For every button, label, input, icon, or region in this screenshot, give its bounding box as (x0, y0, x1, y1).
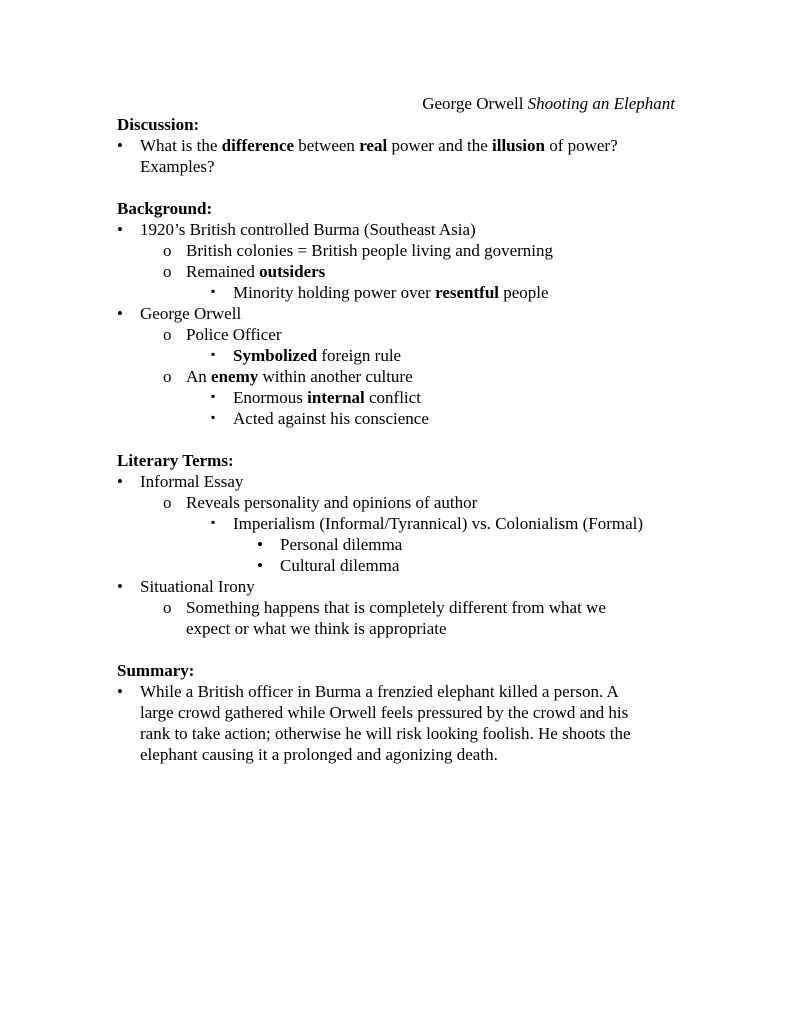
question-bold-illusion: illusion (492, 136, 545, 155)
square-marker: ▪ (211, 515, 216, 529)
literary-item-situational-irony (117, 576, 677, 597)
summary-paragraph (117, 681, 677, 765)
bullet-marker: • (117, 304, 123, 323)
subitem-text: Police Officer (186, 325, 282, 344)
square-marker: ▪ (211, 347, 216, 361)
circle-marker: o (163, 367, 172, 386)
background-subitem-colonies (163, 240, 677, 261)
subsubitem-text-end: conflict (364, 388, 421, 407)
background-subitem-police (163, 324, 677, 345)
background-item-orwell (117, 303, 677, 324)
background-subsubitem-minority (211, 282, 677, 303)
question-text-3: power and the (387, 136, 493, 155)
subsubitem-bold: resentful (435, 283, 499, 302)
level4-text: Personal dilemma (280, 535, 403, 554)
bullet-marker: • (117, 577, 123, 596)
square-marker: ▪ (211, 410, 216, 424)
subitem-text: Reveals personality and opinions of author (186, 493, 478, 512)
spacer (117, 639, 677, 660)
spacer (117, 429, 677, 450)
literary-heading: Literary Terms: (117, 451, 234, 470)
background-item-text: George Orwell (140, 304, 242, 323)
subsubitem-bold: Symbolized (233, 346, 318, 365)
question-bold-real: real (359, 136, 388, 155)
bullet-marker: • (257, 556, 263, 575)
question-text-1: What is the (140, 136, 222, 155)
summary-line-3: rank to take action; otherwise he will risk looking foolish. He shoots the (140, 724, 631, 743)
circle-marker: o (163, 325, 172, 344)
document-content (117, 114, 677, 765)
subitem-text: An (186, 367, 212, 386)
summary-line-2: large crowd gathered while Orwell feels pressured by the crowd and his (140, 703, 629, 722)
literary-item-informal-essay (117, 471, 677, 492)
background-heading: Background: (117, 199, 213, 218)
level4-text: Cultural dilemma (280, 556, 400, 575)
summary-line-4: elephant causing it a prolonged and agonizing death. (140, 745, 498, 764)
literary-level4-personal (257, 534, 677, 555)
literary-subitem-something-happens (163, 597, 677, 639)
question-text-2: between (294, 136, 360, 155)
discussion-heading: Discussion: (117, 115, 200, 134)
subsubitem-text: foreign rule (317, 346, 402, 365)
background-subsubitem-symbolized (211, 345, 677, 366)
background-subsubitem-conscience (211, 408, 677, 429)
square-marker: ▪ (211, 389, 216, 403)
subsubitem-text: Acted against his conscience (233, 409, 429, 428)
bullet-marker: • (117, 136, 123, 155)
subsubitem-text: Imperialism (Informal/Tyrannical) vs. Colonialism (Formal) (233, 514, 644, 533)
background-subsubitem-internal (211, 387, 677, 408)
literary-subsubitem-imperialism (211, 513, 677, 534)
bullet-marker: • (257, 535, 263, 554)
spacer (117, 177, 677, 198)
background-item-burma (117, 219, 677, 240)
question-text-4: of power? (544, 136, 618, 155)
background-subitem-enemy (163, 366, 677, 387)
background-item-text: 1920’s British controlled Burma (Southeast Asia) (140, 220, 476, 239)
circle-marker: o (163, 493, 172, 512)
background-subitem-outsiders (163, 261, 677, 282)
title-work: Shooting an Elephant (527, 94, 675, 113)
subitem-text-line2: expect or what we think is appropriate (186, 619, 447, 638)
bullet-marker: • (117, 682, 123, 701)
bullet-marker: • (117, 472, 123, 491)
circle-marker: o (163, 241, 172, 260)
discussion-question (117, 135, 677, 177)
page-title (422, 93, 675, 114)
literary-level4-cultural (257, 555, 677, 576)
circle-marker: o (163, 598, 172, 617)
literary-item-text: Informal Essay (140, 472, 244, 491)
subitem-text-line1: Something happens that is completely different from what we (186, 598, 606, 617)
literary-item-text: Situational Irony (140, 577, 255, 596)
subitem-text-end: within another culture (258, 367, 413, 386)
summary-heading: Summary: (117, 661, 195, 680)
subitem-bold: enemy (211, 367, 259, 386)
subsubitem-text-end: people (499, 283, 549, 302)
subitem-text: British colonies = British people living and governing (186, 241, 554, 260)
subitem-bold: outsiders (259, 262, 326, 281)
bullet-marker: • (117, 220, 123, 239)
subsubitem-text: Minority holding power over (233, 283, 436, 302)
subsubitem-text: Enormous (233, 388, 308, 407)
summary-line-1: While a British officer in Burma a frenzied elephant killed a person. A (140, 682, 619, 701)
literary-subitem-reveals (163, 492, 677, 513)
subitem-text: Remained (186, 262, 260, 281)
question-bold-difference: difference (221, 136, 295, 155)
subsubitem-bold: internal (307, 388, 365, 407)
title-author: George Orwell (422, 94, 524, 113)
square-marker: ▪ (211, 284, 216, 298)
circle-marker: o (163, 262, 172, 281)
question-examples: Examples? (140, 157, 215, 176)
